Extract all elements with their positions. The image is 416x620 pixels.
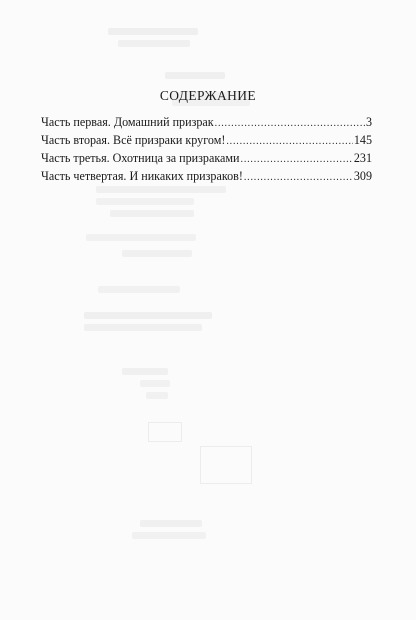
show-through-line xyxy=(96,186,226,193)
show-through-line xyxy=(86,234,196,241)
show-through-line xyxy=(98,286,180,293)
show-through-line xyxy=(165,72,225,79)
show-through-line xyxy=(110,210,194,217)
toc-entry xyxy=(41,133,372,151)
toc-leader-dots xyxy=(244,172,353,183)
toc-leader-dots xyxy=(226,136,352,147)
toc-entry-page: 231 xyxy=(353,151,372,165)
toc-entry-page: 3 xyxy=(365,115,372,129)
show-through-line xyxy=(146,392,168,399)
contents-heading: СОДЕРЖАНИЕ xyxy=(159,88,257,103)
toc-entry-title: Часть третья. Охотница за призраками xyxy=(41,151,240,165)
table-of-contents xyxy=(41,115,372,187)
show-through-logo xyxy=(148,422,182,442)
toc-entry xyxy=(41,169,372,187)
show-through-line xyxy=(84,324,202,331)
show-through-line xyxy=(132,532,206,539)
toc-entry xyxy=(41,115,372,133)
toc-leader-dots xyxy=(241,154,353,165)
toc-entry-page: 309 xyxy=(353,169,372,183)
toc-entry-title: Часть четвертая. И никаких призраков! xyxy=(41,169,243,183)
show-through-line xyxy=(140,520,202,527)
show-through-line xyxy=(140,380,170,387)
toc-entry xyxy=(41,151,372,169)
show-through-line xyxy=(108,28,198,35)
show-through-line xyxy=(122,250,192,257)
show-through-line xyxy=(84,312,212,319)
toc-entry-title: Часть вторая. Всё призраки кругом! xyxy=(41,133,226,147)
show-through-line xyxy=(118,40,190,47)
toc-entry-title: Часть первая. Домашний призрак xyxy=(41,115,214,129)
toc-leader-dots xyxy=(215,118,365,129)
show-through-barcode xyxy=(200,446,252,484)
toc-entry-page: 145 xyxy=(353,133,372,147)
show-through-line xyxy=(96,198,194,205)
show-through-line xyxy=(122,368,168,375)
